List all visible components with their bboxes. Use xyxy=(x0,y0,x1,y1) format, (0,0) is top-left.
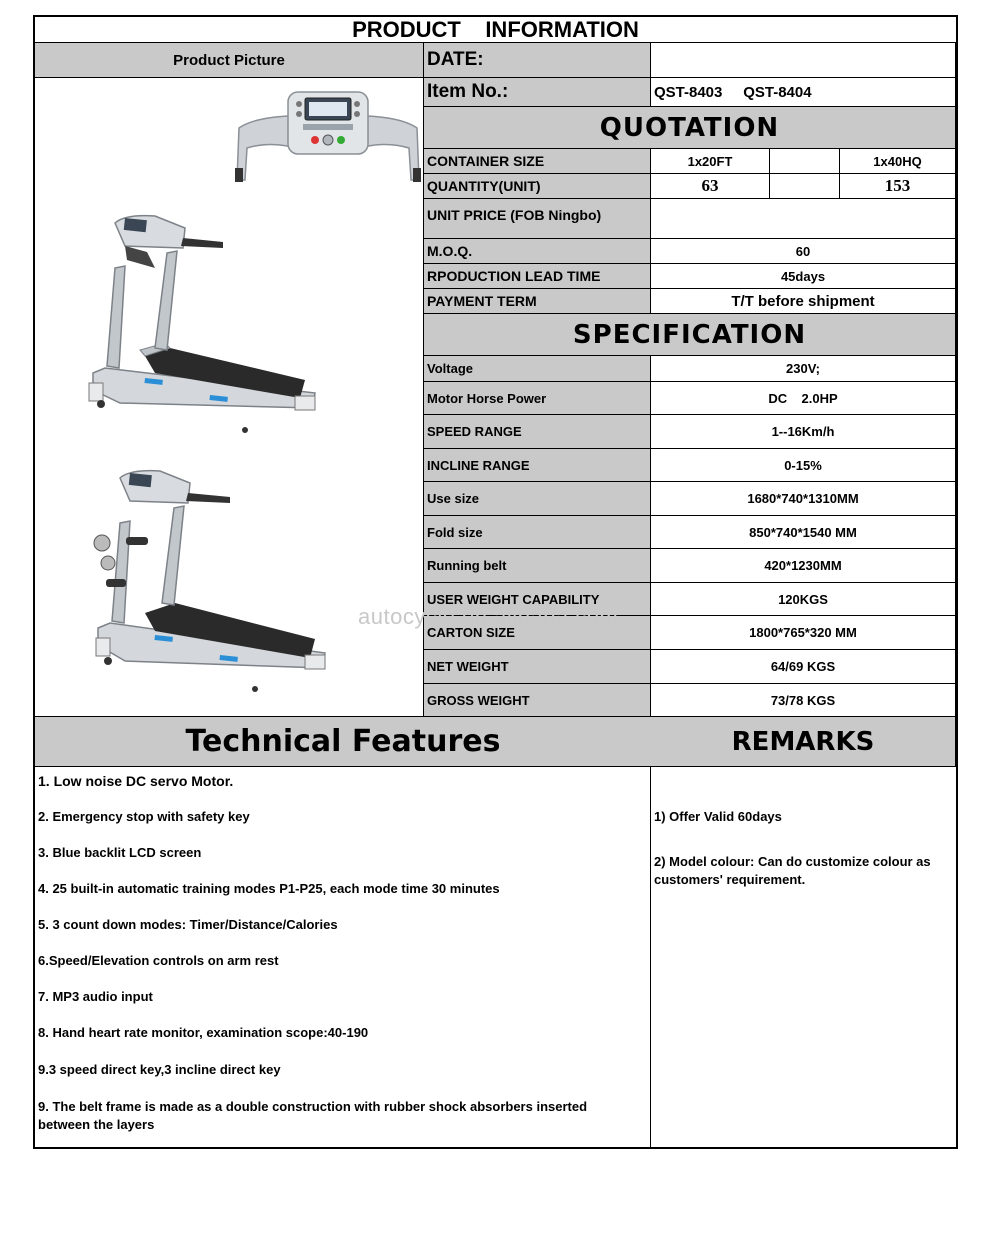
container-empty xyxy=(770,149,840,174)
sheet-title: PRODUCT INFORMATION xyxy=(35,17,956,43)
spec-speed-label: SPEED RANGE xyxy=(424,415,651,449)
feature-item: 2. Emergency stop with safety key xyxy=(38,809,250,824)
spec-gross-weight-label: GROSS WEIGHT xyxy=(424,684,651,717)
moq-value: 60 xyxy=(651,239,956,264)
unit-price-value xyxy=(651,199,956,239)
feature-item: 8. Hand heart rate monitor, examination scope:40-190 xyxy=(38,1025,369,1040)
spec-use-size-label: Use size xyxy=(424,482,651,516)
product-info-sheet xyxy=(33,15,958,1149)
treadmill-image-1 xyxy=(85,208,325,433)
features-list xyxy=(35,767,651,1147)
container-40hq: 1x40HQ xyxy=(840,149,956,174)
feature-item: 9.3 speed direct key,3 incline direct key xyxy=(38,1062,281,1077)
spec-fold-size-value: 850*740*1540 MM xyxy=(651,516,956,549)
spec-carton-size-label: CARTON SIZE xyxy=(424,616,651,650)
remark-item: 1) Offer Valid 60days xyxy=(654,809,782,824)
spec-speed-value: 1--16Km/h xyxy=(651,415,956,449)
spec-incline-value: 0-15% xyxy=(651,449,956,482)
lead-time-value: 45days xyxy=(651,264,956,289)
spec-fold-size-label: Fold size xyxy=(424,516,651,549)
container-size-label: CONTAINER SIZE xyxy=(424,149,651,174)
quantity-20ft: 63 xyxy=(651,174,770,199)
feature-item: 7. MP3 audio input xyxy=(38,989,153,1004)
product-picture-label: Product Picture xyxy=(35,43,424,78)
spec-running-belt-label: Running belt xyxy=(424,549,651,583)
console-image xyxy=(233,88,423,188)
moq-label: M.O.Q. xyxy=(424,239,651,264)
date-value xyxy=(651,43,956,78)
remarks-title: REMARKS xyxy=(651,717,956,767)
lead-time-label: RPODUCTION LEAD TIME xyxy=(424,264,651,289)
spec-gross-weight-value: 73/78 KGS xyxy=(651,684,956,717)
date-label: DATE: xyxy=(424,43,651,78)
feature-item: 9. The belt frame is made as a double construction with rubber shock absorbers inserted between the layers xyxy=(38,1099,588,1132)
watermark: autocycle.en.alibaba.com xyxy=(358,604,619,629)
feature-item: 6.Speed/Elevation controls on arm rest xyxy=(38,953,279,968)
remark-item: 2) Model colour: Can do customize colour as customers' requirement. xyxy=(654,854,931,887)
payment-term-label: PAYMENT TERM xyxy=(424,289,651,314)
specification-title: SPECIFICATION xyxy=(424,314,956,356)
container-20ft: 1x20FT xyxy=(651,149,770,174)
quantity-40hq: 153 xyxy=(840,174,956,199)
feature-item: 5. 3 count down modes: Timer/Distance/Calories xyxy=(38,917,338,932)
spec-voltage-value: 230V; xyxy=(651,356,956,382)
spec-motor-label: Motor Horse Power xyxy=(424,382,651,415)
spec-net-weight-value: 64/69 KGS xyxy=(651,650,956,684)
payment-term-value: T/T before shipment xyxy=(651,289,956,314)
spec-running-belt-value: 420*1230MM xyxy=(651,549,956,583)
item-no-label: Item No.: xyxy=(424,78,651,107)
feature-item: 3. Blue backlit LCD screen xyxy=(38,845,202,860)
spec-net-weight-label: NET WEIGHT xyxy=(424,650,651,684)
spec-motor-value: DC 2.0HP xyxy=(651,382,956,415)
treadmill-image-2 xyxy=(90,463,330,693)
unit-price-label: UNIT PRICE (FOB Ningbo) xyxy=(424,199,651,239)
spec-use-size-value: 1680*740*1310MM xyxy=(651,482,956,516)
remarks-list xyxy=(651,767,956,1147)
spec-user-weight-value: 120KGS xyxy=(651,583,956,616)
spec-carton-size-value: 1800*765*320 MM xyxy=(651,616,956,650)
quantity-empty xyxy=(770,174,840,199)
item-no-value: QST-8403 QST-8404 xyxy=(651,78,956,107)
spec-voltage-label: Voltage xyxy=(424,356,651,382)
feature-item: 1. Low noise DC servo Motor. xyxy=(38,773,234,789)
quantity-label: QUANTITY(UNIT) xyxy=(424,174,651,199)
technical-features-title: Technical Features xyxy=(35,717,651,767)
spec-incline-label: INCLINE RANGE xyxy=(424,449,651,482)
spec-user-weight-label: USER WEIGHT CAPABILITY xyxy=(424,583,651,616)
quotation-title: QUOTATION xyxy=(424,107,956,149)
feature-item: 4. 25 built-in automatic training modes P1-P25, each mode time 30 minutes xyxy=(38,881,500,896)
